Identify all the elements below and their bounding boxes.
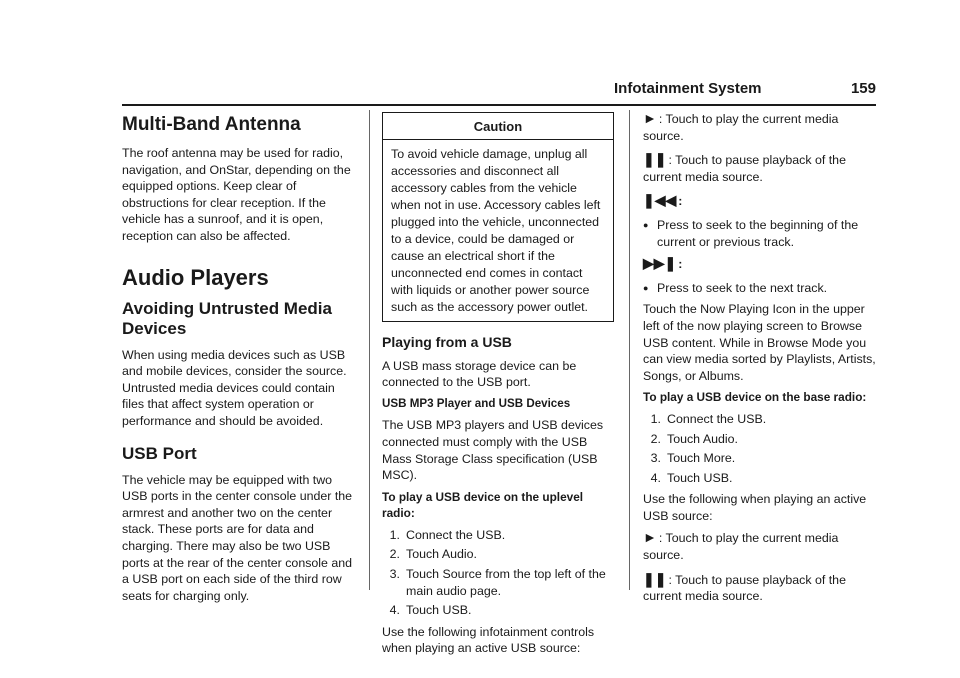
- play-icon: ►: [643, 110, 657, 126]
- header-rule: [122, 104, 876, 106]
- list-item: 2. Touch Audio.: [650, 431, 738, 446]
- seek-forward-bullets: [643, 280, 877, 297]
- column-2: [382, 110, 614, 662]
- column-1: [122, 110, 354, 609]
- antenna-paragraph: The roof antenna may be used for radio, navigation, and OnStar, depending on the equipped options. Keep clear of obstructions for clear reception. If the vehicle has a sunroof, and it is open, reception can also be affected.: [122, 146, 351, 243]
- list-item: 1. Connect the USB.: [389, 527, 506, 542]
- pause-icon: ❚❚: [643, 570, 667, 587]
- antenna-heading: Multi-Band Antenna: [122, 114, 301, 135]
- usb-port-heading: USB Port: [122, 443, 197, 463]
- base-steps: [643, 411, 877, 486]
- controls-intro: Use the following infotainment controls when playing an active USB source:: [382, 624, 595, 656]
- seek-forward-icon: ▶▶❚: [643, 255, 677, 272]
- uplevel-steps: [382, 527, 614, 619]
- page-number: 159: [850, 80, 876, 97]
- list-item: ● Press to seek to the next track.: [643, 280, 828, 295]
- list-item: 2. Touch Audio.: [389, 547, 477, 562]
- column-divider-2: [629, 110, 630, 590]
- audio-players-heading: Audio Players: [122, 264, 269, 290]
- base-radio-label: To play a USB device on the base radio:: [643, 390, 867, 405]
- column-3: [643, 110, 877, 612]
- list-item: 3. Touch More.: [650, 451, 736, 466]
- list-item: 4. Touch USB.: [389, 603, 472, 618]
- bullet-icon: ●: [643, 219, 649, 230]
- list-item: 1. Connect the USB.: [650, 411, 767, 426]
- column-divider-1: [369, 110, 370, 590]
- seek-back-bullets: [643, 217, 877, 250]
- browse-paragraph: Touch the Now Playing Icon in the upper left of the now playing screen to Browse USB content. While in Browse Mode you can view media sorted by Playlists, Artists, Songs, or Albums.: [643, 302, 876, 383]
- mp3-subheading: USB MP3 Player and USB Devices: [382, 396, 571, 410]
- base-controls-intro: Use the following when playing an active USB source:: [643, 492, 867, 523]
- caution-text: To avoid vehicle damage, unplug all accessories and disconnect all accessory cables from the vehicle when not in use. Accessory cables left plugged into the vehicle, unconnected to a device, could be damaged or cause an electrical short if the unconnected end comes in contact with liquids or another power source such as the accessory power outlet.: [391, 146, 601, 315]
- pause-control-desc: ❚❚ : Touch to pause playback of the current media source.: [643, 151, 846, 184]
- running-header: [614, 80, 876, 104]
- play-control-desc-2: ► : Touch to play the current media source.: [643, 529, 839, 563]
- mp3-paragraph: The USB MP3 players and USB devices connected must comply with the USB Mass Storage Class specification (USB MSC).: [382, 418, 604, 483]
- list-item: 3. Touch Source from the top left of the main audio page.: [389, 567, 606, 598]
- play-control-desc: ► : Touch to play the current media source.: [643, 110, 839, 143]
- pause-control-desc-2: ❚❚ : Touch to pause playback of the current media source.: [643, 570, 846, 604]
- play-icon: ►: [643, 529, 657, 546]
- caution-box: [382, 112, 614, 322]
- untrusted-paragraph: When using media devices such as USB and mobile devices, consider the source. Untrusted media devices could contain files that affect system operation or performance and should be avoided.: [122, 347, 347, 428]
- playing-usb-paragraph: A USB mass storage device can be connected to the USB port.: [382, 358, 577, 390]
- uplevel-label: To play a USB device on the uplevel radio:: [382, 489, 584, 521]
- seek-forward-control: ▶▶❚ :: [643, 255, 683, 272]
- seek-back-icon: ❚◀◀: [643, 192, 677, 209]
- list-item: 4. Touch USB.: [650, 470, 733, 485]
- section-title: Infotainment System: [614, 80, 762, 97]
- seek-back-control: ❚◀◀ :: [643, 192, 683, 209]
- playing-usb-heading: Playing from a USB: [382, 333, 512, 350]
- usb-port-paragraph: The vehicle may be equipped with two USB ports in the center console under the armrest and another two on the center stack. These ports are for data and charging. There may also be two USB ports at the rear of the center console and a USB port on each side of the third row seats for charging only.: [122, 472, 353, 603]
- bullet-icon: ●: [643, 282, 649, 293]
- untrusted-heading: Avoiding Untrusted Media Devices: [122, 298, 332, 338]
- pause-icon: ❚❚: [643, 151, 667, 168]
- list-item: ● Press to seek to the beginning of the current or previous track.: [643, 217, 859, 249]
- caution-title: Caution: [383, 113, 613, 140]
